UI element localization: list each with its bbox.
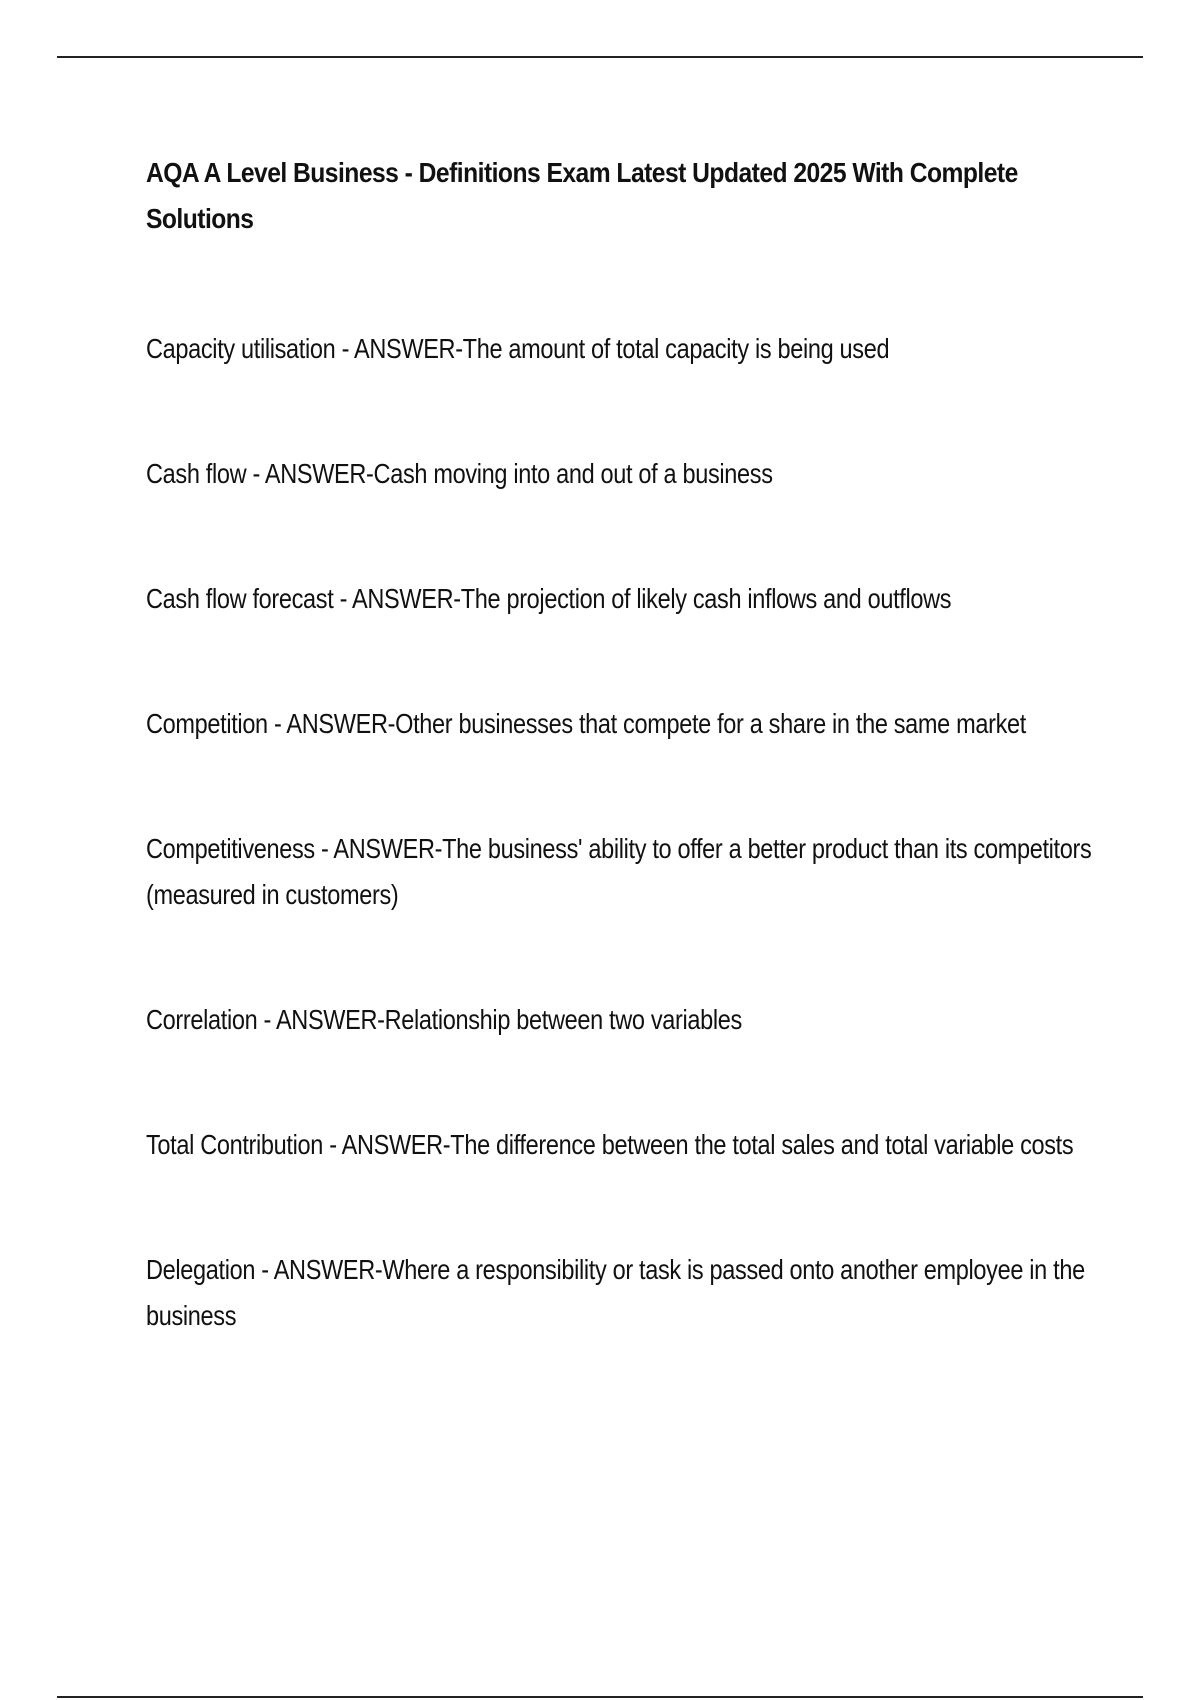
document-body xyxy=(146,150,1106,1418)
document-title: AQA A Level Business - Definitions Exam Latest Updated 2025 With Complete Solutions xyxy=(146,157,1018,234)
definition-entry: Correlation - ANSWER-Relationship between two variables xyxy=(146,1004,742,1035)
definition-entry: Cash flow - ANSWER-Cash moving into and out of a business xyxy=(146,458,773,489)
definition-entry: Cash flow forecast - ANSWER-The projection of likely cash inflows and outflows xyxy=(146,583,952,614)
header-rule xyxy=(57,56,1143,58)
definition-entry: Total Contribution - ANSWER-The difference between the total sales and total variable costs xyxy=(146,1129,1074,1160)
definition-entry: Capacity utilisation - ANSWER-The amount of total capacity is being used xyxy=(146,333,890,364)
definition-entry: Competitiveness - ANSWER-The business' ability to offer a better product than its competitors (measured in customers) xyxy=(146,833,1092,910)
definition-entry: Competition - ANSWER-Other businesses that compete for a share in the same market xyxy=(146,708,1027,739)
footer-rule xyxy=(57,1696,1143,1698)
definition-entry: Delegation - ANSWER-Where a responsibility or task is passed onto another employee in the business xyxy=(146,1254,1085,1331)
